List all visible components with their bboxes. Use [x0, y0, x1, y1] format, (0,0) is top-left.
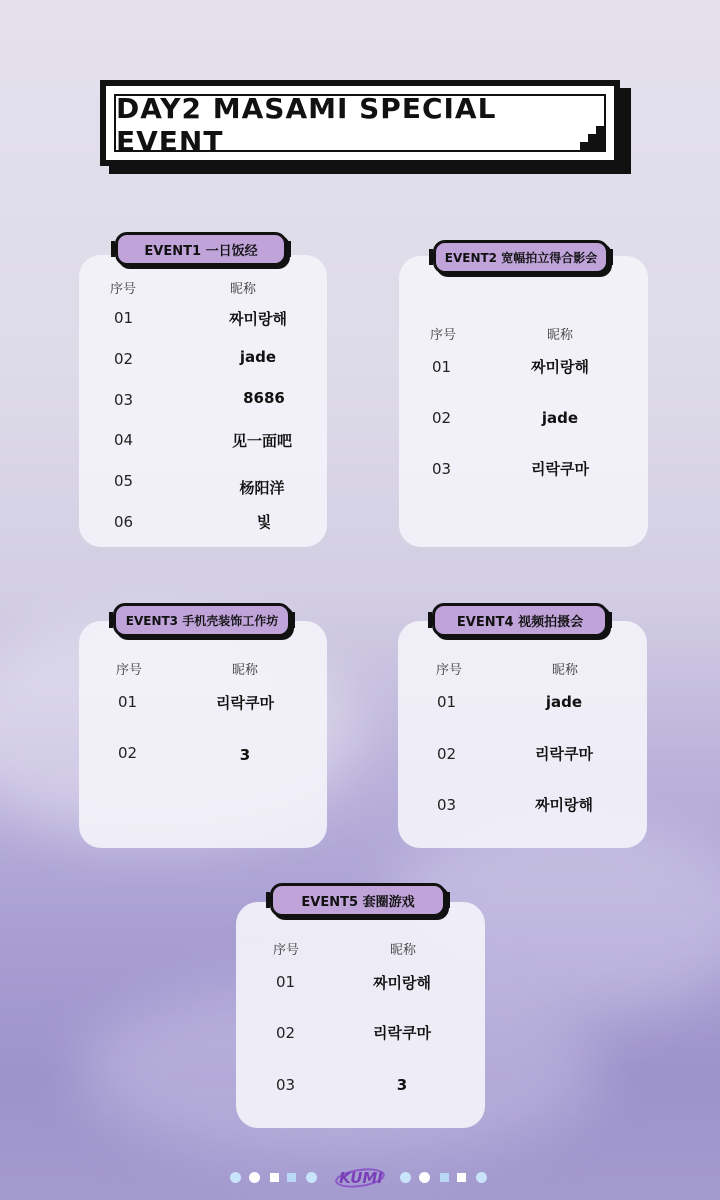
event1-row-name: 빛 [256, 513, 272, 531]
event4-row-no: 01 [437, 693, 457, 711]
dot-icon [230, 1172, 241, 1183]
event4-header-name: 昵称 [552, 663, 579, 678]
event1-label: EVENT1 一日饭经 [115, 232, 287, 266]
event1-row-no: 01 [114, 309, 134, 327]
event1-row-no: 03 [114, 391, 134, 409]
event3-row-no: 01 [118, 693, 138, 711]
event5-row-no: 01 [276, 973, 296, 991]
event2-label: EVENT2 宽幅拍立得合影会 [433, 240, 609, 274]
event4-row-no: 02 [437, 745, 457, 763]
event2-card [399, 256, 648, 547]
event2-row-no: 02 [432, 409, 452, 427]
event1-header-name: 昵称 [230, 282, 257, 297]
page-title: DAY2 MASAMI SPECIAL EVENT [116, 92, 497, 158]
dot-icon [400, 1172, 411, 1183]
event2-header-name: 昵称 [547, 328, 574, 343]
event2-row-name: jade [541, 409, 579, 427]
square-icon [270, 1173, 279, 1182]
event1-row-no: 05 [114, 472, 134, 490]
event3-row-name: 3 [239, 746, 251, 764]
event2-row-no: 01 [432, 358, 452, 376]
event3-header-name: 昵称 [232, 663, 259, 678]
event2-row-no: 03 [432, 460, 452, 478]
event3-row-name: 리락쿠마 [216, 694, 274, 712]
dot-icon [419, 1172, 430, 1183]
event1-row-no: 06 [114, 513, 134, 531]
event4-row-name: jade [545, 693, 583, 711]
event5-label: EVENT5 套圈游戏 [270, 883, 446, 917]
kumi-logo: KUMI [339, 1169, 383, 1187]
square-icon [457, 1173, 466, 1182]
event5-row-no: 02 [276, 1024, 296, 1042]
event4-label: EVENT4 视频拍摄会 [432, 603, 608, 637]
event2-row-name: 짜미랑해 [531, 358, 589, 376]
event5-header-name: 昵称 [390, 943, 417, 958]
event2-header-seq: 序号 [430, 328, 457, 343]
event4-row-no: 03 [437, 796, 457, 814]
dot-icon [306, 1172, 317, 1183]
dot-icon [476, 1172, 487, 1183]
event1-row-name: 짜미랑해 [229, 310, 287, 328]
event5-row-name: 짜미랑해 [373, 974, 431, 992]
event5-row-name: 리락쿠마 [373, 1024, 431, 1042]
square-icon [287, 1173, 296, 1182]
event4-card [398, 621, 647, 848]
event5-row-no: 03 [276, 1076, 296, 1094]
event1-row-no: 04 [114, 431, 134, 449]
title-banner [100, 80, 620, 166]
stairs-icon [580, 126, 604, 150]
event3-header-seq: 序号 [116, 663, 143, 678]
event5-card [236, 902, 485, 1128]
event5-header-seq: 序号 [273, 943, 300, 958]
footer-decoration [0, 1167, 720, 1191]
event4-row-name: 짜미랑해 [535, 796, 593, 814]
event1-header-seq: 序号 [110, 282, 137, 297]
event1-row-name: 见一面吧 [231, 432, 293, 450]
event4-row-name: 리락쿠마 [535, 745, 593, 763]
dot-icon [249, 1172, 260, 1183]
square-icon [440, 1173, 449, 1182]
event1-row-name: jade [239, 348, 277, 366]
event2-row-name: 리락쿠마 [531, 460, 589, 478]
event1-row-name: 8686 [243, 389, 285, 407]
event3-row-no: 02 [118, 744, 138, 762]
event4-header-seq: 序号 [436, 663, 463, 678]
event1-row-no: 02 [114, 350, 134, 368]
event1-row-name: 杨阳洋 [239, 479, 285, 497]
event3-card [79, 621, 327, 848]
event5-row-name: 3 [396, 1076, 408, 1094]
event3-label: EVENT3 手机壳装饰工作坊 [113, 603, 291, 637]
